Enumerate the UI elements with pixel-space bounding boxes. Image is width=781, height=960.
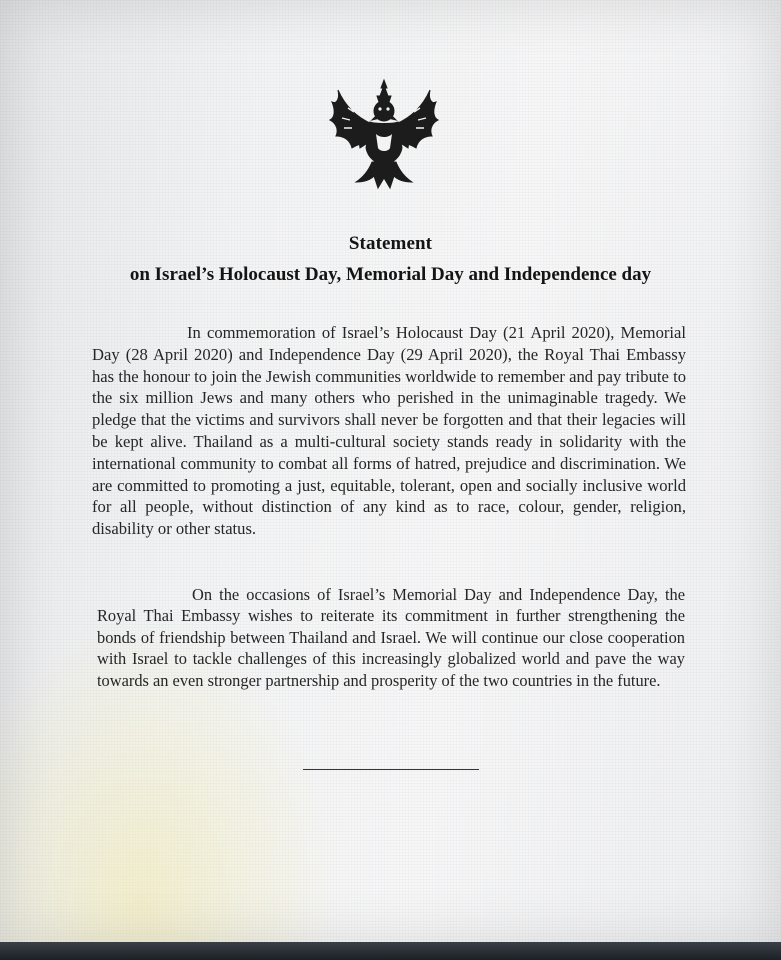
statement-title: Statement xyxy=(348,233,433,254)
paragraph-commitment: On the occasions of Israel’s Memorial Day and Independence Day, the Royal Thai Embassy wishes to reiterate its commitment in further strengthening the bonds of friendship between Thailand and Israel. We will continue our close cooperation with Israel to tackle challenges of this increasingly globalized world and pave the way towards an even stronger partnership and prosperity of the two countries in the future. xyxy=(97,585,685,690)
screen-bezel xyxy=(0,942,781,960)
closing-divider xyxy=(303,769,479,770)
statement-subtitle: on Israel’s Holocaust Day, Memorial Day and Independence day xyxy=(129,264,652,285)
paragraph-commemoration: In commemoration of Israel’s Holocaust Day (21 April 2020), Memorial Day (28 April 2020) and Independence Day (29 April 2020), the Royal Thai Embassy has the honour to join the Jewish communities worldwide to remember and pay tribute to the six million Jews and many others who perished in the unimaginable tragedy. We pledge that the victims and survivors shall never be forgotten and that their legacies will be kept alive. Thailand as a multi-cultural society stands ready in solidarity with the international community to combat all forms of hatred, prejudice and discrimination. We are committed to promoting a just, equitable, tolerant, open and socially inclusive world for all people, without distinction of any kind as to race, colour, gender, religion, disability or other status. xyxy=(92,323,686,539)
garuda-emblem-icon xyxy=(328,78,440,194)
